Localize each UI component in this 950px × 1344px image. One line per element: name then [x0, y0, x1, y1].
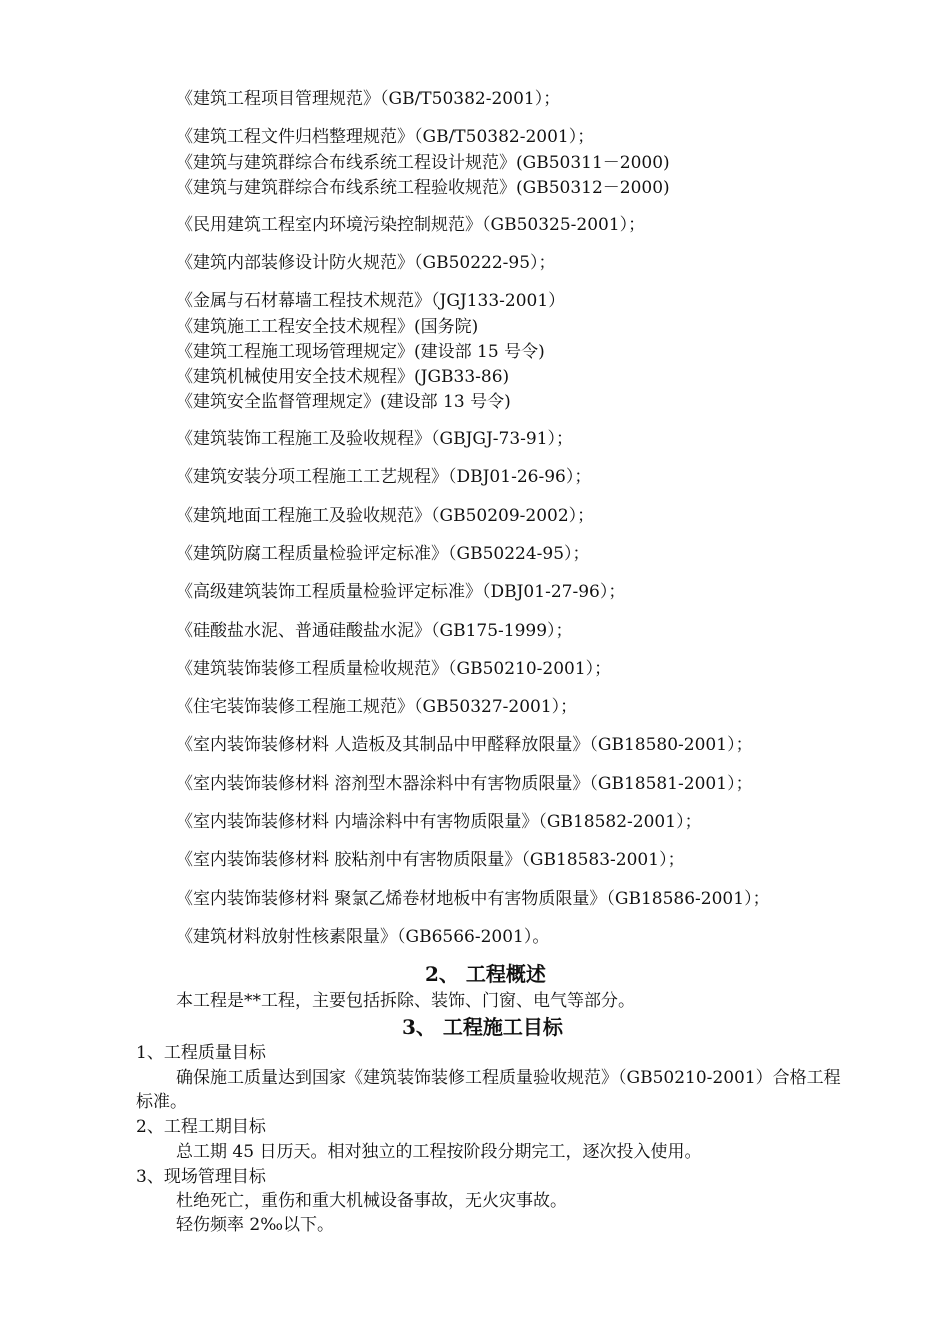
standard-item: 《室内装饰装修材料 内墙涂料中有害物质限量》（GB18582-2001）； [176, 812, 702, 832]
standard-item: 《建筑与建筑群综合布线系统工程验收规范》(GB50312－2000) [176, 178, 670, 198]
standard-item: 《建筑材料放射性核素限量》（GB6566-2001）。 [176, 927, 550, 947]
standard-item: 《建筑地面工程施工及验收规范》（GB50209-2002）； [176, 506, 595, 526]
standard-item: 《建筑工程文件归档整理规范》（GB/T50382-2001）； [176, 127, 595, 147]
standard-item: 《民用建筑工程室内环境污染控制规范》（GB50325-2001）； [176, 215, 646, 235]
standard-item: 《室内装饰装修材料 聚氯乙烯卷材地板中有害物质限量》（GB18586-2001）； [176, 889, 770, 909]
standard-item: 《建筑安全监督管理规定》(建设部 13 号令) [176, 392, 511, 412]
goal-title-site: 3、现场管理目标 [136, 1167, 266, 1187]
goal-text-schedule: 总工期 45 日历天。相对独立的工程按阶段分期完工，逐次投入使用。 [176, 1142, 702, 1162]
standard-item: 《建筑工程项目管理规范》（GB/T50382-2001）； [176, 89, 561, 109]
standard-item: 《建筑装饰工程施工及验收规程》（GBJGJ-73-91）； [176, 429, 574, 449]
standard-item: 《室内装饰装修材料 人造板及其制品中甲醛释放限量》（GB18580-2001）； [176, 735, 753, 755]
standard-item: 《建筑装饰装修工程质量检收规范》（GB50210-2001）； [176, 659, 612, 679]
goal-title-quality: 1、工程质量目标 [136, 1043, 266, 1063]
standard-item: 《建筑与建筑群综合布线系统工程设计规范》(GB50311－2000) [176, 153, 670, 173]
standard-item: 《高级建筑装饰工程质量检验评定标准》（DBJ01-27-96）； [176, 582, 626, 602]
standard-item: 《室内装饰装修材料 溶剂型木器涂料中有害物质限量》（GB18581-2001）； [176, 774, 753, 794]
standard-item: 《建筑防腐工程质量检验评定标准》（GB50224-95）； [176, 544, 590, 564]
overview-text: 本工程是**工程，主要包括拆除、装饰、门窗、电气等部分。 [176, 991, 635, 1011]
standard-item: 《金属与石材幕墙工程技术规范》（JGJ133-2001） [176, 291, 566, 311]
goal-text-quality: 确保施工质量达到国家《建筑装饰装修工程质量验收规范》（GB50210-2001）合格工程标准。 [136, 1068, 841, 1112]
section-heading-goals: 3、 工程施工目标 [402, 1015, 563, 1039]
standard-item: 《建筑施工工程安全技术规程》(国务院) [176, 317, 479, 337]
goal-title-schedule: 2、工程工期目标 [136, 1117, 266, 1137]
goal-text-site-2: 轻伤频率 2‰以下。 [176, 1215, 335, 1235]
standard-item: 《建筑安装分项工程施工工艺规程》（DBJ01-26-96）； [176, 467, 592, 487]
standard-item: 《建筑内部装修设计防火规范》（GB50222-95）； [176, 253, 556, 273]
standard-item: 《建筑工程施工现场管理规定》(建设部 15 号令) [176, 342, 545, 362]
standard-item: 《硅酸盐水泥、普通硅酸盐水泥》（GB175-1999）； [176, 621, 573, 641]
standard-item: 《室内装饰装修材料 胶粘剂中有害物质限量》（GB18583-2001）； [176, 850, 685, 870]
goal-text-site-1: 杜绝死亡，重伤和重大机械设备事故，无火灾事故。 [176, 1191, 567, 1211]
section-heading-overview: 2、 工程概述 [425, 962, 546, 986]
standard-item: 《建筑机械使用安全技术规程》(JGB33-86) [176, 367, 510, 387]
standard-item: 《住宅装饰装修工程施工规范》（GB50327-2001）； [176, 697, 578, 717]
